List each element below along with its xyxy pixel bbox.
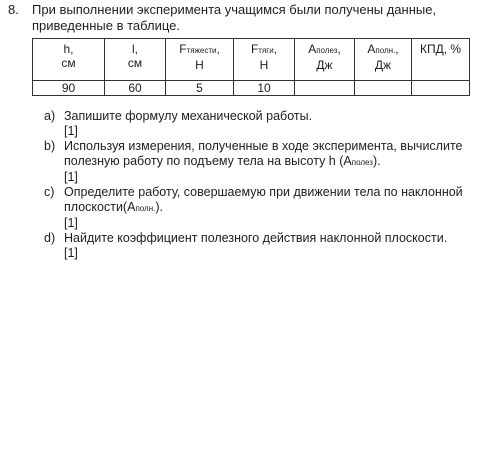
- table-header-row: [33, 39, 470, 81]
- question-text-line-2: приведенные в таблице.: [32, 18, 181, 33]
- cell-a-total: [355, 81, 412, 96]
- data-table: [32, 38, 470, 96]
- task-text-line-2: полезную работу по подъему тела на высоту h (Aполез).: [64, 154, 381, 168]
- cell-l: 60: [105, 81, 166, 96]
- task-text-line-2: плоскости(Aполн.).: [64, 200, 163, 214]
- task-text: Запишите формулу механической работы.: [64, 109, 313, 123]
- header-f-traction: Fтяги, Н: [234, 39, 295, 81]
- table-row: [33, 81, 470, 96]
- task-d: [44, 231, 484, 261]
- question-text: [32, 2, 472, 34]
- cell-f-gravity: 5: [166, 81, 234, 96]
- cell-h: 90: [33, 81, 105, 96]
- task-b: [44, 139, 484, 185]
- cell-a-useful: [295, 81, 355, 96]
- task-marker: d): [44, 231, 56, 245]
- task-list: [44, 109, 484, 261]
- header-a-total: Aполн., Дж: [355, 39, 412, 81]
- task-mark: [1]: [64, 170, 78, 184]
- question-number: 8.: [8, 2, 19, 17]
- question-text-line-1: При выполнении эксперимента учащимся были получены данные,: [32, 2, 437, 17]
- header-a-useful: Aполез, Дж: [295, 39, 355, 81]
- task-mark: [1]: [64, 216, 78, 230]
- task-text: Используя измерения, полученные в ходе эксперимента, вычислите: [64, 139, 463, 153]
- task-text: Найдите коэффициент полезного действия наклонной плоскости.: [64, 231, 448, 245]
- cell-f-traction: 10: [234, 81, 295, 96]
- task-marker: b): [44, 139, 56, 153]
- header-l: l, см: [105, 39, 166, 81]
- task-mark: [1]: [64, 246, 78, 260]
- task-marker: c): [44, 185, 55, 199]
- task-mark: [1]: [64, 124, 78, 138]
- task-c: [44, 185, 484, 231]
- task-marker: a): [44, 109, 56, 123]
- header-h: h, см: [33, 39, 105, 81]
- task-a: [44, 109, 484, 139]
- task-text: Определите работу, совершаемую при движении тела по наклонной: [64, 185, 463, 199]
- cell-efficiency: [412, 81, 470, 96]
- header-efficiency: КПД, %: [412, 39, 470, 81]
- header-f-gravity: Fтяжести, Н: [166, 39, 234, 81]
